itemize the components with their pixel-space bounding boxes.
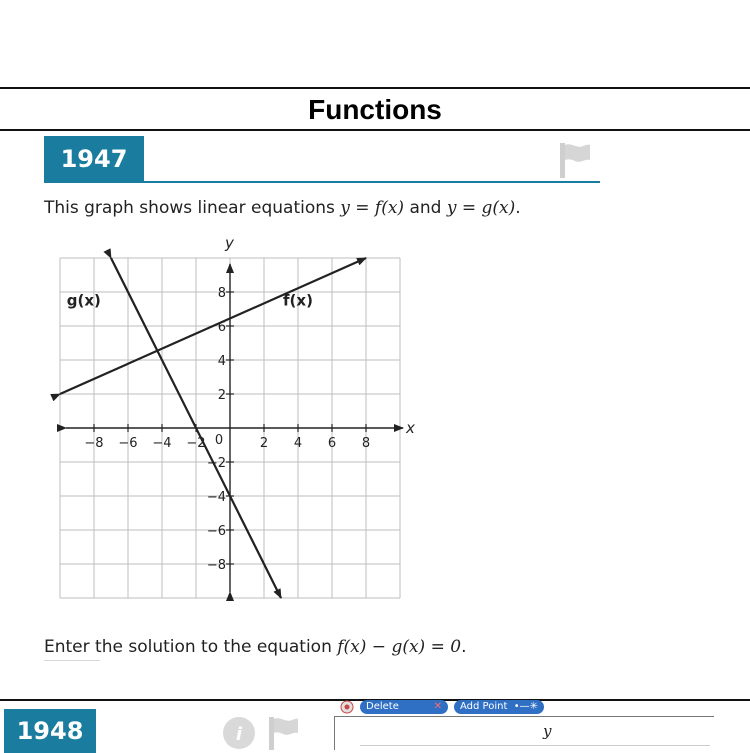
prompt-period: . (515, 198, 521, 218)
y-tick-label: 2 (217, 388, 226, 403)
header-top-rule (0, 87, 750, 89)
page-title: Functions (308, 94, 442, 125)
instruction-period: . (461, 637, 467, 657)
x-tick-label: −4 (152, 436, 172, 451)
close-toolbar-icon[interactable] (340, 700, 354, 714)
x-tick-label: 6 (327, 436, 337, 451)
equation-expression: f(x) − g(x) = 0 (337, 637, 462, 657)
prompt-and: and (404, 198, 447, 218)
info-icon[interactable] (222, 716, 256, 750)
x-tick-label: −2 (186, 436, 206, 451)
x-tick-label: −6 (118, 436, 138, 451)
question-number-badge: 1947 (44, 136, 144, 182)
y-tick-label: −8 (206, 558, 226, 573)
point-icon: •—✳ (513, 701, 538, 712)
y-tick-label: 8 (217, 286, 226, 301)
delete-x-icon: ✕ (433, 701, 442, 712)
y-tick-label: −6 (206, 524, 226, 539)
delete-label: Delete (366, 701, 399, 712)
x-tick-label: −8 (84, 436, 104, 451)
y-tick-label: −2 (206, 456, 226, 471)
y-tick-label: 6 (217, 320, 226, 335)
f-equation: y = f(x) (340, 198, 405, 218)
svg-text:i: i (235, 724, 243, 745)
g-equation: y = g(x) (446, 198, 516, 218)
question-divider (44, 181, 600, 183)
delete-button[interactable] (360, 700, 448, 714)
graph-panel-grid-edge (360, 745, 710, 746)
flag-icon[interactable] (557, 140, 593, 180)
instruction-underline (44, 660, 100, 661)
x-tick-label: 4 (293, 436, 303, 451)
question-number-badge-2: 1948 (4, 709, 96, 753)
series-label-f: f(x) (283, 291, 313, 310)
y-tick-label: 4 (217, 354, 226, 369)
flag-icon-2[interactable] (266, 714, 300, 750)
graph-panel-left-edge (334, 716, 335, 750)
x-axis-label: x (406, 419, 415, 437)
prompt-text: This graph shows linear equations (44, 198, 341, 218)
y-tick-label: −4 (206, 490, 226, 505)
coordinate-graph (40, 230, 430, 610)
instruction-text: Enter the solution to the equation (44, 637, 338, 657)
question-prompt (44, 198, 521, 218)
x-tick-label: 8 (361, 436, 371, 451)
add-point-label: Add Point (460, 701, 508, 712)
add-point-button[interactable] (454, 700, 544, 714)
graph-panel-top-edge (334, 716, 714, 717)
series-label-g: g(x) (66, 291, 101, 310)
y-axis-label: y (225, 234, 234, 252)
question-instruction (44, 637, 466, 657)
header-bottom-rule (0, 129, 750, 131)
origin-label: 0 (214, 433, 224, 448)
y-axis-label-2: y (543, 722, 552, 740)
x-tick-label: 2 (259, 436, 269, 451)
